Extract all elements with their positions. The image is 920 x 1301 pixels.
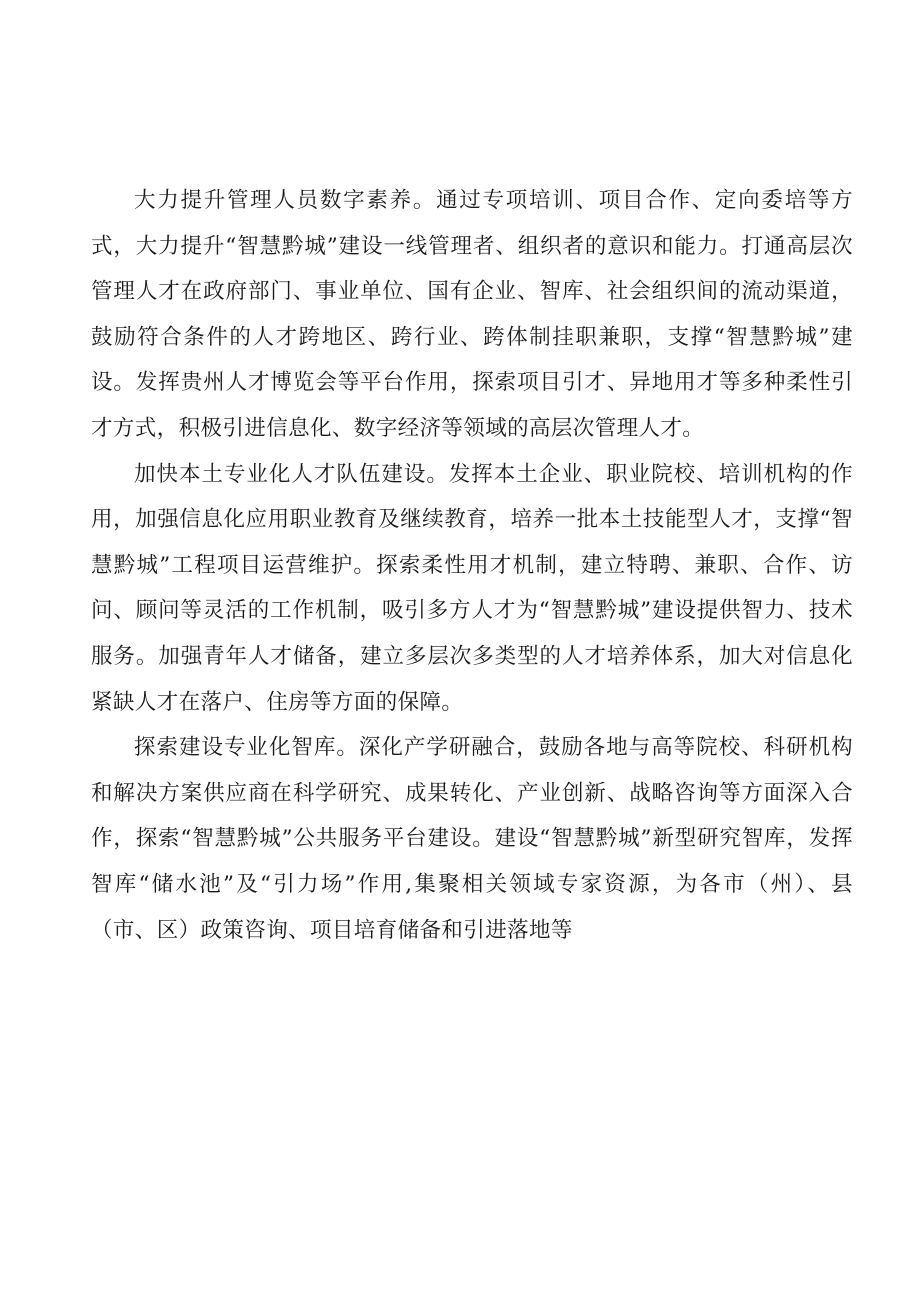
paragraph-think-tank: 探索建设专业化智库。深化产学研融合，鼓励各地与高等院校、科研机构和解决方案供应商在科学研究、成果转化、产业创新、战略咨询等方面深入合作，探索“智慧黔城”公共服务平台建设。建设“智慧黔城”新型研究智库，发挥智库“储水池”及“引力场”作用,集聚相关领域专家资源，为各市（州）、县（市、区）政策咨询、项目培育储备和引进落地等	[91, 735, 853, 943]
paragraph-local-talent: 加快本土专业化人才队伍建设。发挥本土企业、职业院校、培训机构的作用，加强信息化应用职业教育及继续教育，培养一批本土技能型人才，支撑“智慧黔城”工程项目运营维护。探索柔性用才机制，建立特聘、兼职、合作、访问、顾问等灵活的工作机制，吸引多方人才为“智慧黔城”建设提供智力、技术服务。加强青年人才储备，建立多层次多类型的人才培养体系，加大对信息化紧缺人才在落户、住房等方面的保障。	[91, 461, 853, 715]
document-body	[91, 178, 853, 953]
paragraph-talent-management: 大力提升管理人员数字素养。通过专项培训、项目合作、定向委培等方式，大力提升“智慧黔城”建设一线管理者、组织者的意识和能力。打通高层次管理人才在政府部门、事业单位、国有企业、智库、社会组织间的流动渠道，鼓励符合条件的人才跨地区、跨行业、跨体制挂职兼职，支撑“智慧黔城”建设。发挥贵州人才博览会等平台作用，探索项目引才、异地用才等多种柔性引才方式，积极引进信息化、数字经济等领域的高层次管理人才。	[91, 188, 853, 441]
